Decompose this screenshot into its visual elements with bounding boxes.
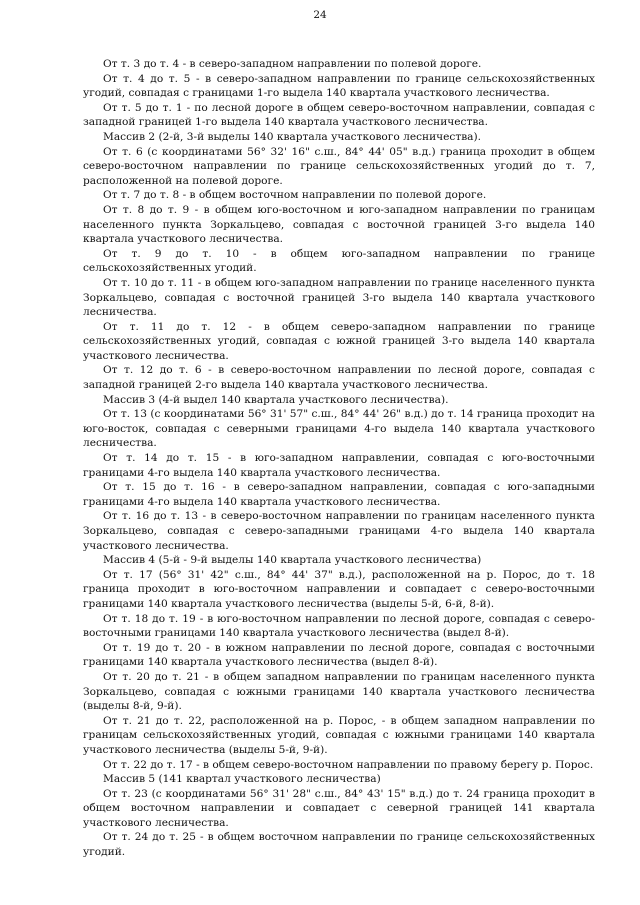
massif-heading: Массив 3 (4-й выдел 140 квартала участкового лесничества). bbox=[103, 393, 449, 406]
paragraph: От т. 9 до т. 10 - в общем юго-западном направлении по границе сельскохозяйственных угодий. bbox=[83, 247, 595, 275]
paragraph: От т. 23 (с координатами 56° 31' 28" с.ш., 84° 43' 15" в.д.) до т. 24 граница проходит в общем восточном направлении и совпадает с северной границей 141 квартала участкового лесничества. bbox=[83, 787, 595, 829]
paragraph: От т. 20 до т. 21 - в общем западном направлении по границам населенного пункта Зоркальцево, совпадая с южными границами 140 квартала участкового лесничества (выделы 8-й, 9-й). bbox=[83, 670, 595, 713]
paragraph: От т. 10 до т. 11 - в общем юго-западном направлении по границе населенного пункта Зоркальцево, совпадая с восточной границей 3-го выдела 140 квартала участкового лесничества. bbox=[83, 276, 595, 319]
paragraph: От т. 16 до т. 13 - в северо-восточном направлении по границам населенного пункта Зоркальцево, совпадая с северо-западными границами 4-го выдела 140 квартала участкового лесничества. bbox=[83, 510, 595, 552]
paragraph: От т. 13 (с координатами 56° 31' 57" с.ш., 84° 44' 26" в.д.) до т. 14 граница проходит на юго-восток, совпадая с северными границами 4-го выдела 140 квартала участкового лесничества. bbox=[83, 408, 595, 450]
paragraph: От т. 24 до т. 25 - в общем восточном направлении по границе сельскохозяйственных угодий. bbox=[83, 831, 595, 859]
massif-heading: Массив 2 (2-й, 3-й выделы 140 квартала участкового лесничества). bbox=[103, 130, 481, 143]
paragraph: От т. 22 до т. 17 - в общем северо-восточном направлении по правому берегу р. Порос. bbox=[103, 758, 594, 771]
paragraph: От т. 11 до т. 12 - в общем северо-западном направлении по границе сельскохозяйственных угодий, совпадая с южной границей 3-го выдела 140 квартала участкового лесничества. bbox=[83, 320, 595, 362]
paragraph: От т. 12 до т. 6 - в северо-восточном направлении по лесной дороге, совпадая с западной границей 2-го выдела 140 квартала участкового лесничества. bbox=[83, 364, 595, 392]
page-number: 24 bbox=[313, 9, 327, 21]
paragraph: От т. 21 до т. 22, расположенной на р. Порос, - в общем западном направлении по границам сельскохозяйственных угодий, совпадая с южными границами 140 квартала участкового лесничества (выделы 5-й, 9-й). bbox=[83, 714, 595, 756]
document-body bbox=[83, 57, 595, 860]
paragraph: От т. 5 до т. 1 - по лесной дороге в общем северо-восточном направлении, совпадая с западной границей 1-го выдела 140 квартала участкового лесничества. bbox=[83, 101, 595, 129]
paragraph: От т. 4 до т. 5 - в северо-западном направлении по границе сельскохозяйственных угодий, совпадая с границами 1-го выдела 140 квартала участкового лесничества. bbox=[83, 72, 595, 100]
massif-heading: Массив 4 (5-й - 9-й выделы 140 квартала участкового лесничества) bbox=[103, 554, 482, 567]
paragraph: От т. 7 до т. 8 - в общем восточном направлении по полевой дороге. bbox=[103, 189, 487, 202]
paragraph: От т. 18 до т. 19 - в юго-восточном направлении по лесной дороге, совпадая с северо-восточными границами 140 квартала участкового лесничества (выдел 8-й). bbox=[83, 612, 595, 640]
paragraph: От т. 15 до т. 16 - в северо-западном направлении, совпадая с юго-западными границами 4-го выдела 140 квартала участкового лесничества. bbox=[83, 481, 595, 508]
paragraph: От т. 14 до т. 15 - в юго-западном направлении, совпадая с юго-восточными границами 4-го выдела 140 квартала участкового лесничества. bbox=[83, 452, 595, 479]
paragraph: От т. 17 (56° 31' 42" с.ш., 84° 44' 37" в.д.), расположенной на р. Порос, до т. 18 граница проходит в юго-восточном направлении и совпадает с северо-восточными границами 140 квартала участкового лесничества (выделы 5-й, 6-й, 8-й). bbox=[83, 568, 595, 610]
paragraph: От т. 19 до т. 20 - в южном направлении по лесной дороге, совпадая с восточными границами 140 квартала участкового лесничества (выдел 8-й). bbox=[83, 641, 595, 669]
paragraph: От т. 8 до т. 9 - в общем юго-восточном и юго-западном направлении по границам населенного пункта Зоркальцево, совпадая с восточной границей 3-го выдела 140 квартала участкового лесничества. bbox=[83, 203, 595, 246]
paragraph: От т. 3 до т. 4 - в северо-западном направлении по полевой дороге. bbox=[103, 58, 482, 70]
paragraph: От т. 6 (с координатами 56° 32' 16" с.ш., 84° 44' 05" в.д.) граница проходит в общем северо-восточном направлении по границе сельскохозяйственных угодий до т. 7, расположенной на полевой дороге. bbox=[83, 145, 595, 187]
massif-heading: Массив 5 (141 квартал участкового лесничества) bbox=[103, 773, 381, 786]
